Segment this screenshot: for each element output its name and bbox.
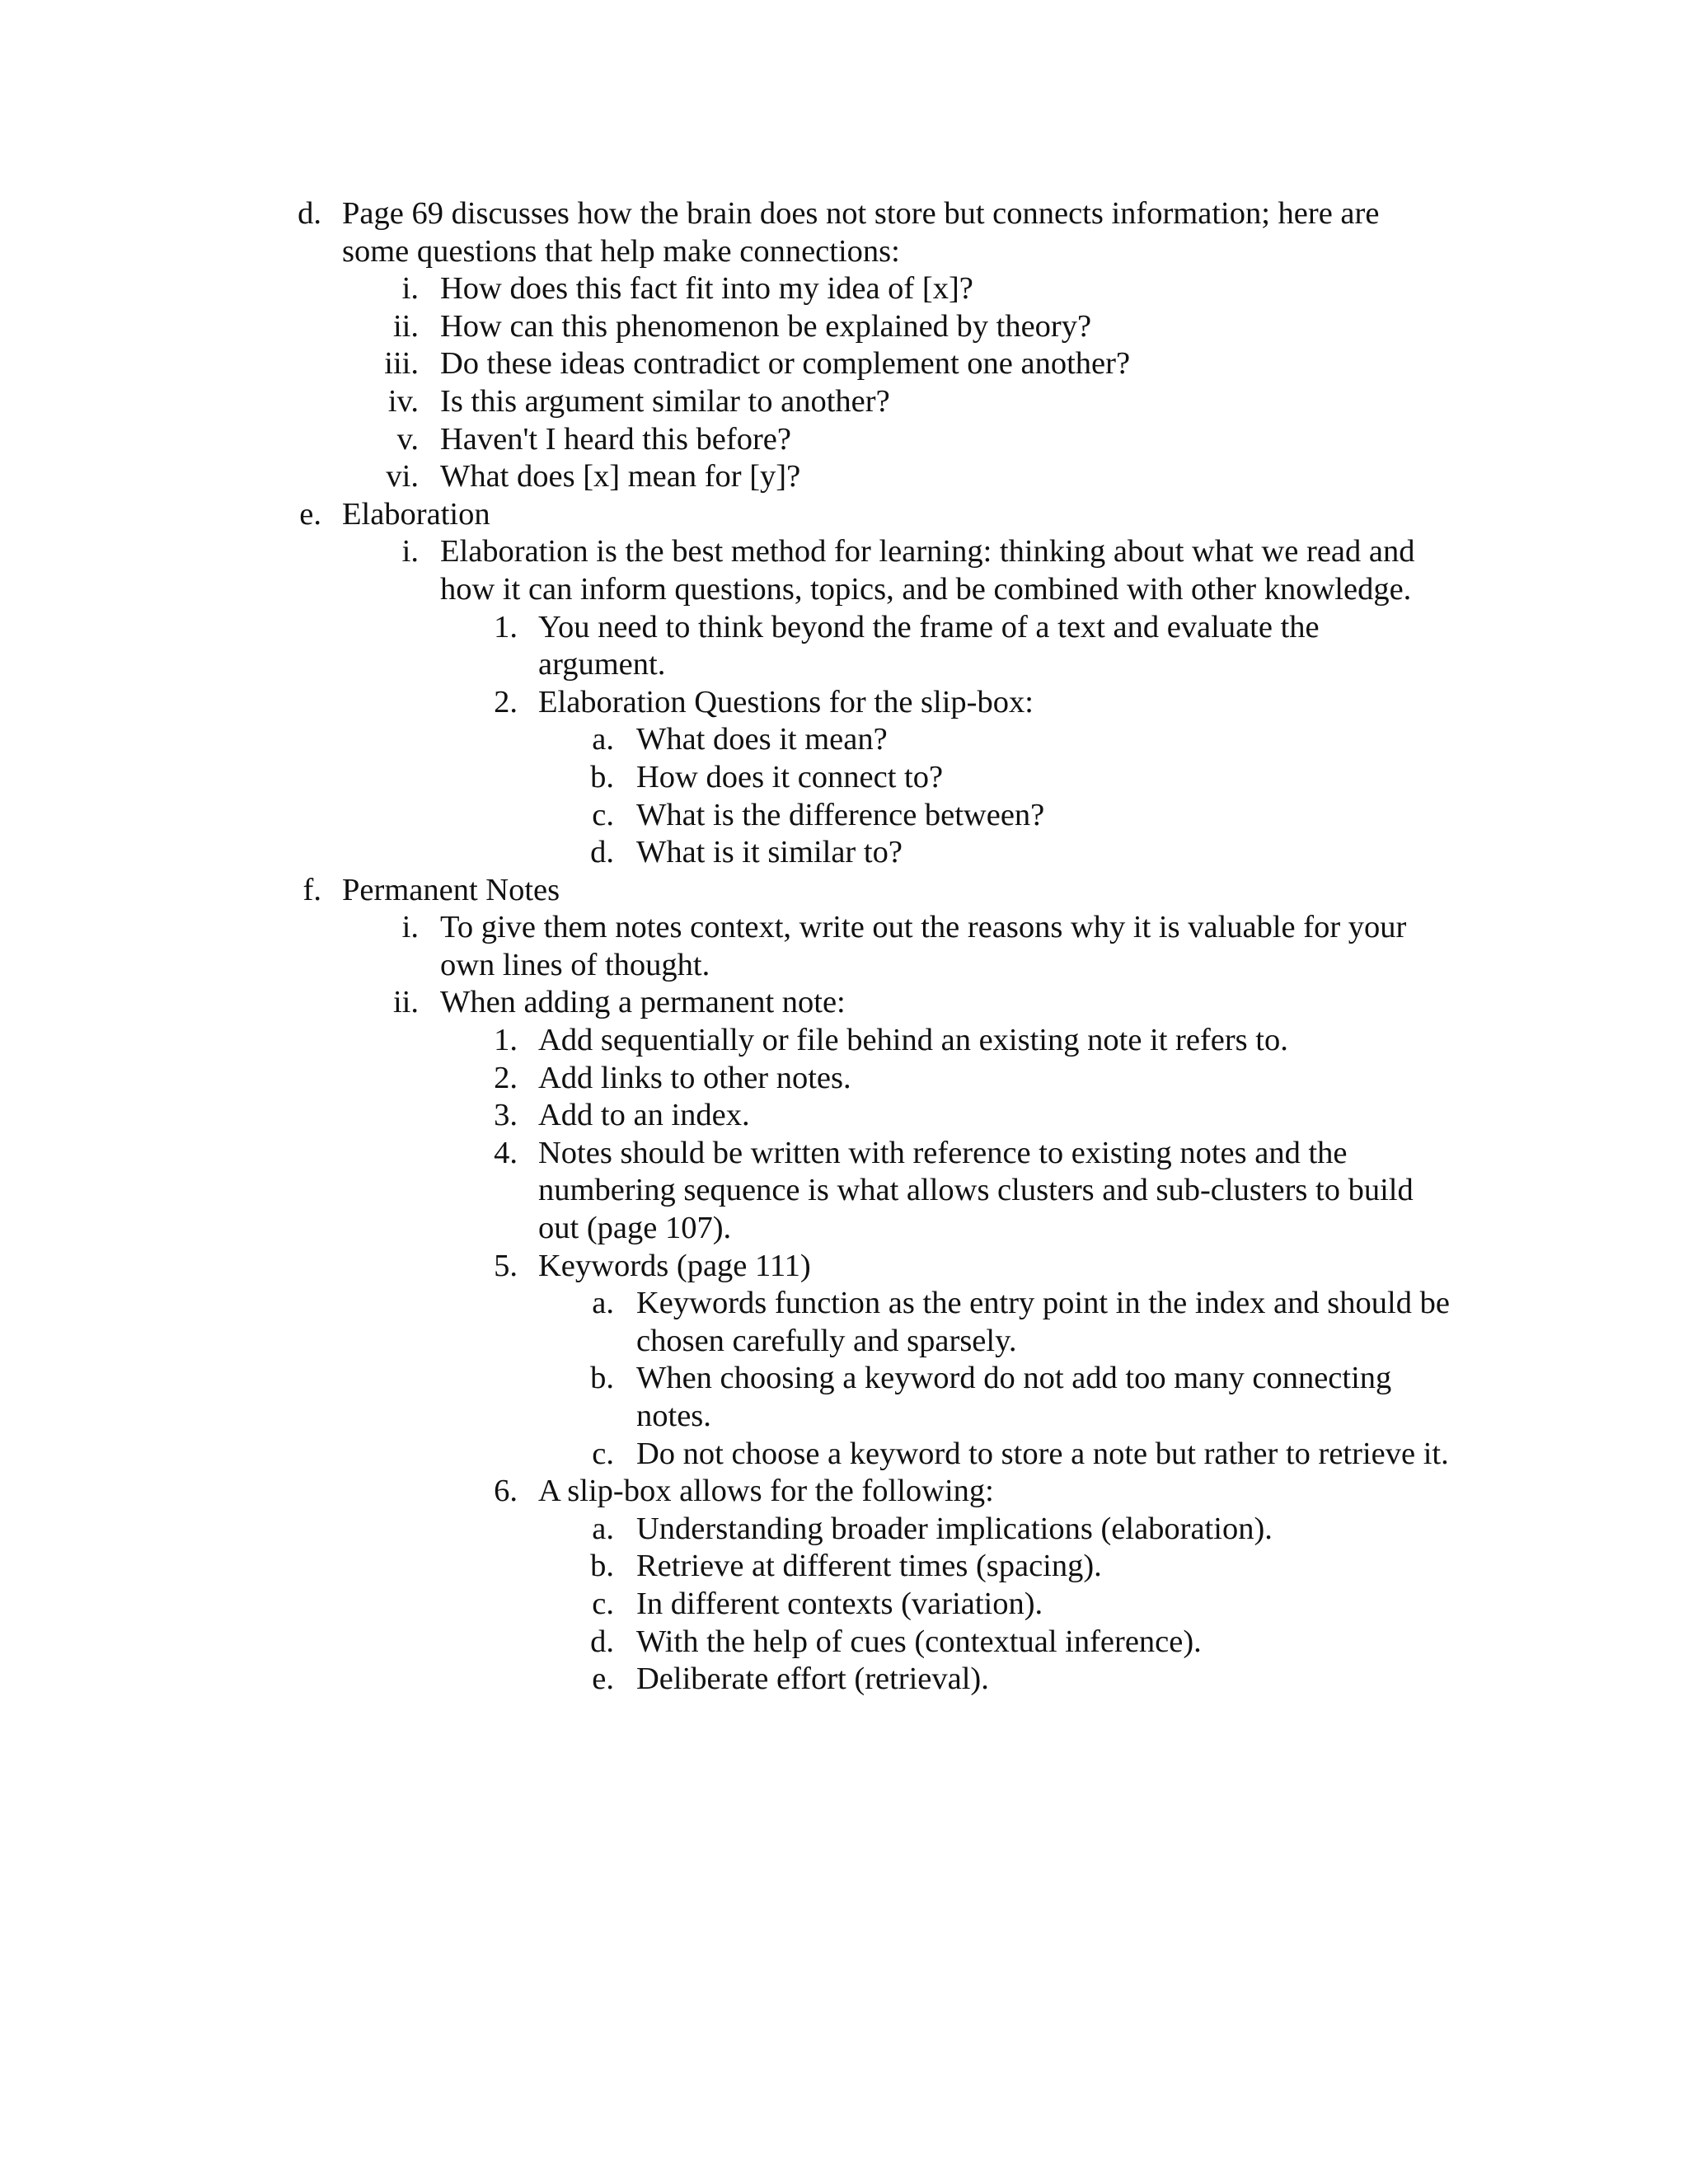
- list-item-text: Add sequentially or file behind an existing note it refers to.: [538, 1023, 1288, 1058]
- outline-item: [0, 270, 1688, 308]
- list-item-text: Do these ideas contradict or complement one another?: [440, 346, 1131, 382]
- list-marker: f.: [302, 872, 321, 907]
- list-item-text: Elaboration is the best method for learning: thinking about what we read and how it can inform questions, topics, and be combined with other knowledge.: [440, 534, 1415, 607]
- list-item-text: You need to think beyond the frame of a text and evaluate the argument.: [538, 609, 1320, 682]
- outline-item: [0, 1586, 1688, 1624]
- list-marker: 3.: [494, 1098, 518, 1133]
- list-marker: e.: [592, 1661, 614, 1697]
- list-marker: c.: [592, 1586, 614, 1621]
- outline-item: [0, 383, 1688, 421]
- list-item-text: Elaboration Questions for the slip-box:: [538, 684, 1034, 719]
- list-marker: 4.: [494, 1135, 518, 1170]
- list-item-text: Keywords (page 111): [538, 1248, 811, 1283]
- list-marker: 2.: [494, 684, 518, 719]
- outline-item: [0, 1022, 1688, 1060]
- list-item-text: Haven't I heard this before?: [440, 421, 791, 457]
- outline-item: [0, 909, 1688, 984]
- list-item-text: How does it connect to?: [636, 759, 944, 794]
- list-marker: 2.: [494, 1060, 518, 1095]
- list-marker: 6.: [494, 1474, 518, 1509]
- list-item-text: Understanding broader implications (elaboration).: [636, 1511, 1273, 1546]
- outline-item: [0, 1473, 1688, 1511]
- list-marker: 1.: [494, 1023, 518, 1058]
- outline-item: [0, 684, 1688, 722]
- list-item-text: A slip-box allows for the following:: [538, 1474, 994, 1509]
- outline-item: [0, 834, 1688, 872]
- list-item-text: How does this fact fit into my idea of [x]?: [440, 271, 973, 307]
- outline-item: [0, 984, 1688, 1022]
- list-marker: a.: [592, 722, 614, 757]
- list-item-text: Permanent Notes: [342, 872, 560, 907]
- list-item-text: Keywords function as the entry point in the index and should be chosen carefully and sparsely.: [636, 1286, 1450, 1358]
- list-marker: d.: [590, 1624, 614, 1659]
- list-item-text: Retrieve at different times (spacing).: [636, 1549, 1102, 1584]
- list-item-text: Notes should be written with reference to existing notes and the numbering sequence is what allows clusters and sub-clusters to build out (page 107).: [538, 1135, 1414, 1246]
- outline-item: [0, 1548, 1688, 1586]
- list-item-text: What is the difference between?: [636, 797, 1045, 832]
- outline-list: [0, 195, 1688, 1699]
- list-marker: iv.: [387, 383, 419, 419]
- outline-item: [0, 421, 1688, 459]
- list-marker: a.: [592, 1511, 614, 1546]
- list-marker: ii.: [392, 308, 419, 344]
- list-marker: 1.: [494, 609, 518, 644]
- outline-item: [0, 1135, 1688, 1248]
- outline-item: [0, 797, 1688, 835]
- outline-item: [0, 1511, 1688, 1549]
- list-marker: b.: [590, 1361, 614, 1396]
- outline-item: [0, 1624, 1688, 1661]
- list-marker: i.: [401, 910, 419, 945]
- list-item-text: Deliberate effort (retrieval).: [636, 1661, 989, 1697]
- outline-item: [0, 1248, 1688, 1286]
- list-item-text: When choosing a keyword do not add too many connecting notes.: [636, 1361, 1392, 1433]
- outline-item: [0, 458, 1688, 496]
- list-item-text: Add to an index.: [538, 1098, 750, 1133]
- list-marker: v.: [396, 421, 419, 457]
- outline-item: [0, 1285, 1688, 1360]
- list-item-text: When adding a permanent note:: [440, 985, 846, 1020]
- list-marker: i.: [401, 271, 419, 307]
- list-item-text: Add links to other notes.: [538, 1060, 851, 1095]
- outline-item: [0, 533, 1688, 608]
- list-marker: a.: [592, 1286, 614, 1321]
- list-marker: ii.: [392, 985, 419, 1020]
- outline-item: [0, 345, 1688, 383]
- outline-item: [0, 1436, 1688, 1474]
- list-marker: b.: [590, 759, 614, 794]
- outline-item: [0, 496, 1688, 534]
- list-item-text: Page 69 discusses how the brain does not store but connects information; here are some questions that help make connections:: [342, 196, 1380, 269]
- outline-item: [0, 721, 1688, 759]
- list-marker: vi.: [386, 459, 419, 494]
- list-item-text: With the help of cues (contextual inference).: [636, 1624, 1202, 1659]
- list-item-text: How can this phenomenon be explained by theory?: [440, 308, 1092, 344]
- list-item-text: To give them notes context, write out the reasons why it is valuable for your own lines of thought.: [440, 910, 1407, 982]
- list-item-text: What is it similar to?: [636, 835, 903, 870]
- list-marker: c.: [592, 797, 614, 832]
- list-marker: d.: [298, 196, 321, 231]
- list-marker: b.: [590, 1549, 614, 1584]
- list-item-text: Elaboration: [342, 496, 490, 532]
- list-marker: c.: [592, 1436, 614, 1471]
- list-item-text: Do not choose a keyword to store a note but rather to retrieve it.: [636, 1436, 1449, 1471]
- list-item-text: Is this argument similar to another?: [440, 383, 890, 419]
- outline-item: [0, 759, 1688, 797]
- outline-item: [0, 195, 1688, 270]
- outline-item: [0, 1097, 1688, 1135]
- outline-item: [0, 308, 1688, 346]
- outline-item: [0, 1060, 1688, 1098]
- list-item-text: In different contexts (variation).: [636, 1586, 1043, 1621]
- list-item-text: What does it mean?: [636, 722, 888, 757]
- outline-item: [0, 1661, 1688, 1699]
- list-marker: e.: [299, 496, 321, 532]
- outline-item: [0, 1360, 1688, 1435]
- list-marker: d.: [590, 835, 614, 870]
- list-marker: i.: [401, 534, 419, 569]
- list-marker: 5.: [494, 1248, 518, 1283]
- outline-item: [0, 872, 1688, 910]
- outline-item: [0, 609, 1688, 684]
- list-item-text: What does [x] mean for [y]?: [440, 459, 801, 494]
- list-marker: iii.: [384, 346, 419, 382]
